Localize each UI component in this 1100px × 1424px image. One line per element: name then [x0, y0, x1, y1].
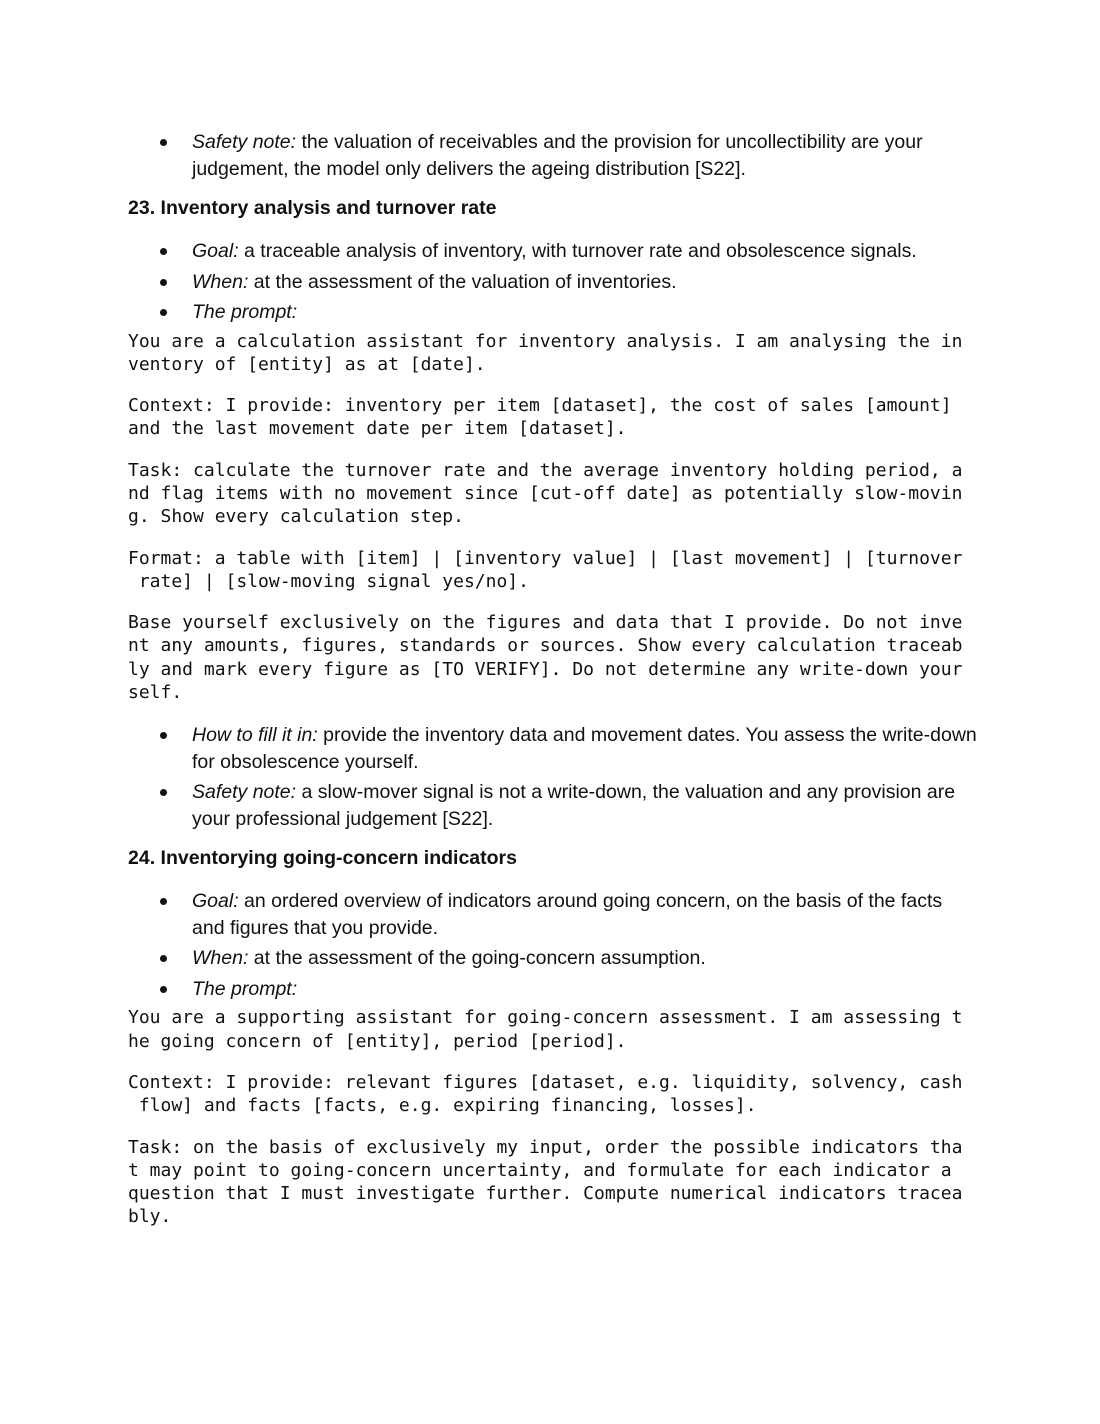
goal-label: Goal:: [192, 240, 239, 262]
section-23-notes: [128, 722, 978, 832]
when-bullet: [128, 945, 978, 972]
when-text: at the assessment of the valuation of inventories.: [248, 270, 677, 293]
prompt-label: The prompt:: [192, 977, 298, 1000]
bullet-dot: [160, 955, 167, 962]
fill-in-text: provide the inventory data and movement dates. You assess the write-down for obsolescence yourself.: [192, 724, 977, 773]
section-22-bullets: [128, 129, 978, 182]
prompt-block-23: [128, 330, 978, 705]
bullet-dot: [160, 789, 167, 796]
prompt-task-paragraph: Task: calculate the turnover rate and the average inventory holding period, a nd flag items with no movement since [cut-off date] as potentially slow-movin g. Show every calculation step.: [128, 459, 963, 528]
prompt-role-paragraph: You are a calculation assistant for inventory analysis. I am analysing the in ventory of [entity] as at [date].: [128, 330, 963, 375]
fill-in-bullet: [128, 722, 978, 775]
safety-note-text: a slow-mover signal is not a write-down, the valuation and any provision are your professional judgement [S22].: [192, 781, 956, 830]
safety-note-bullet: [128, 779, 978, 832]
bullet-dot: [160, 139, 167, 146]
prompt-role-paragraph: You are a supporting assistant for going-concern assessment. I am assessing t he going concern of [entity], period [period].: [128, 1007, 963, 1052]
prompt-bullet: [128, 299, 978, 326]
safety-note-label: Safety note:: [192, 131, 297, 153]
bullet-dot: [160, 898, 167, 905]
bullet-dot: [160, 248, 167, 255]
section-24-heading: 24. Inventorying going-concern indicators: [128, 847, 517, 870]
prompt-constraints-paragraph: Base yourself exclusively on the figures and data that I provide. Do not inve nt any amounts, figures, standards or sources. Show every calculation traceab ly and mark every figure as [TO VERIFY]. Do not determine any write-down your self.: [128, 612, 963, 704]
safety-note-label: Safety note:: [192, 781, 297, 804]
safety-note-text: the valuation of receivables and the provision for uncollectibility are your judgement, the model only delivers the ageing distribution [S22].: [192, 131, 923, 180]
bullet-dot: [160, 732, 167, 739]
bullet-dot: [160, 309, 167, 316]
goal-bullet: [128, 238, 978, 265]
section-23-heading: 23. Inventory analysis and turnover rate: [128, 197, 497, 219]
when-label: When:: [192, 270, 249, 293]
prompt-block-24: [128, 1006, 978, 1228]
bullet-dot: [160, 986, 167, 993]
goal-bullet: [128, 888, 978, 941]
bullet-dot: [160, 279, 167, 286]
fill-in-label: How to fill it in:: [192, 724, 318, 747]
prompt-context-paragraph: Context: I provide: inventory per item [dataset], the cost of sales [amount] and the last movement date per item [dataset].: [128, 395, 952, 440]
document-content: [128, 129, 978, 1247]
prompt-label: The prompt:: [192, 301, 298, 323]
section-23-bullets: [128, 238, 978, 326]
section-24-bullets: [128, 888, 978, 1002]
prompt-format-paragraph: Format: a table with [item] | [inventory value] | [last movement] | [turnover rate] | [slow-moving signal yes/no].: [128, 547, 963, 592]
when-bullet: [128, 269, 978, 296]
prompt-bullet: [128, 976, 978, 1003]
prompt-task-paragraph: Task: on the basis of exclusively my input, order the possible indicators tha t may point to going-concern uncertainty, and formulate for each indicator a question that I must investigate further. Compute numerical indicators tracea bly.: [128, 1136, 963, 1228]
goal-label: Goal:: [192, 890, 239, 913]
prompt-context-paragraph: Context: I provide: relevant figures [dataset, e.g. liquidity, solvency, cash flow] and facts [facts, e.g. expiring financing, losses].: [128, 1071, 963, 1117]
safety-note-bullet: [128, 129, 978, 182]
goal-text: a traceable analysis of inventory, with turnover rate and obsolescence signals.: [238, 240, 917, 262]
when-text: at the assessment of the going-concern assumption.: [248, 947, 706, 970]
goal-text: an ordered overview of indicators around going concern, on the basis of the facts and figures that you provide.: [192, 890, 943, 939]
when-label: When:: [192, 947, 249, 970]
